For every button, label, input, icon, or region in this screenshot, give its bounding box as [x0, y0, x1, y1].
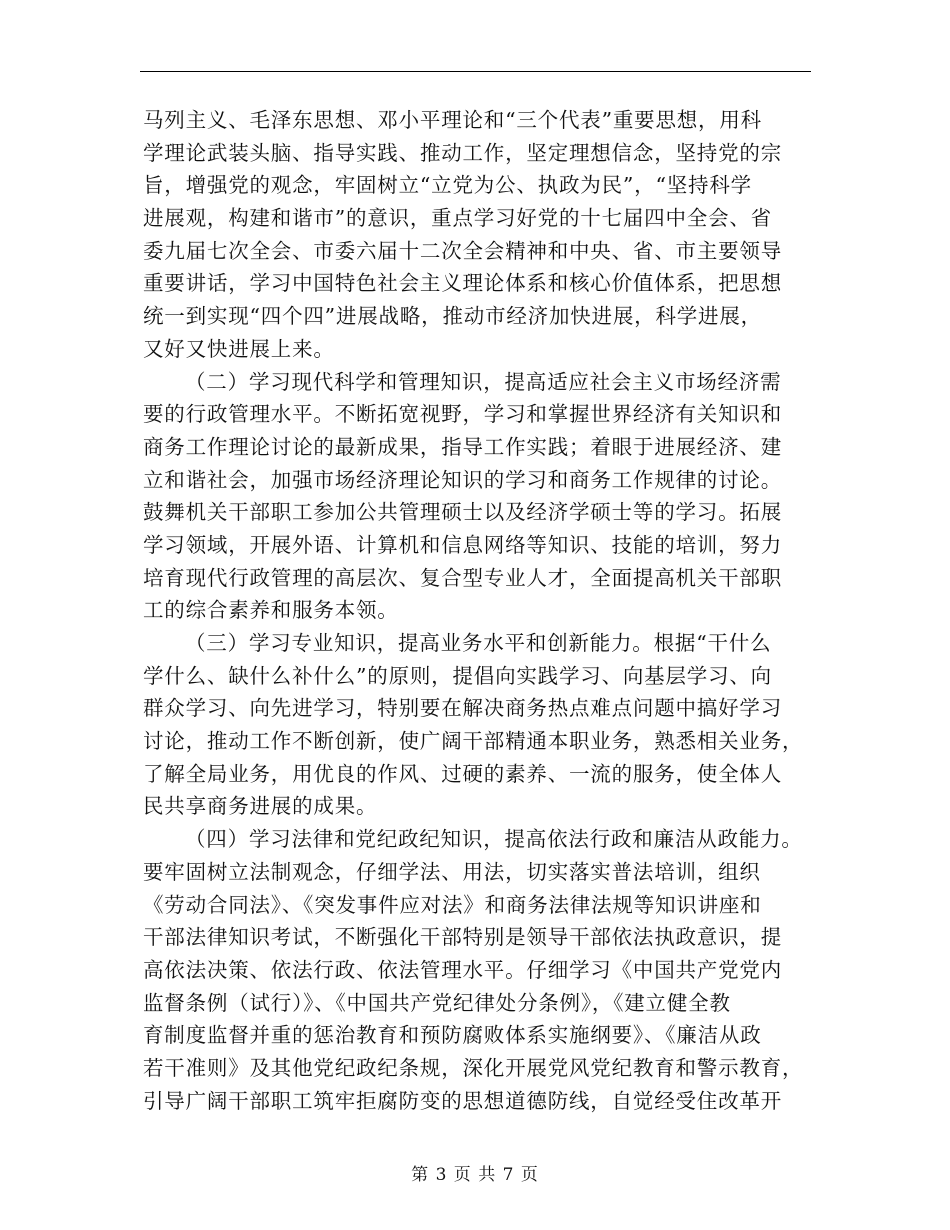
text-line: 学理论武装头脑、指导实践、推动工作，坚定理想信念，坚持党的宗 — [143, 140, 782, 165]
text-line: 旨，增强党的观念，牢固树立“立党为公、执政为民”，“坚持科学 — [143, 173, 752, 198]
text-line: 又好又快进展上来。 — [143, 336, 335, 361]
page-number-footer: 第 3 页 共 7 页 — [411, 1165, 539, 1185]
text-line: 育制度监督并重的惩治教育和预防腐败体系实施纲要》、《廉洁从政 — [143, 1023, 762, 1048]
text-line: 要的行政管理水平。不断拓宽视野，学习和掌握世界经济有关知识和 — [143, 402, 782, 427]
text-line: 立和谐社会，加强市场经济理论知识的学习和商务工作规律的讨论。 — [143, 467, 782, 492]
text-line: 进展观，构建和谐市”的意识，重点学习好党的十七届四中全会、省 — [143, 206, 772, 231]
text-line: 鼓舞机关干部职工参加公共管理硕士以及经济学硕士等的学习。拓展 — [143, 500, 782, 525]
text-line: 高依法决策、依法行政、依法管理水平。仔细学习《中国共产党党内 — [143, 957, 782, 982]
text-line: 干部法律知识考试，不断强化干部特别是领导干部依法执政意识，提 — [143, 925, 782, 950]
header-rule — [140, 71, 811, 72]
text-line: 马列主义、毛泽东思想、邓小平理论和“三个代表”重要思想，用科 — [143, 108, 762, 132]
text-line: 《劳动合同法》、《突发事件应对法》和商务法律法规等知识讲座和 — [143, 892, 762, 917]
text-line: 委九届七次全会、市委六届十二次全会精神和中央、省、市主要领导 — [143, 238, 782, 263]
text-line: 民共享商务进展的成果。 — [143, 794, 378, 819]
paragraph-start-line: （二）学习现代科学和管理知识，提高适应社会主义市场经济需 — [185, 369, 782, 394]
text-line: 要牢固树立法制观念，仔细学法、用法，切实落实普法培训，组织 — [143, 859, 761, 884]
text-line: 引导广阔干部职工筑牢拒腐防变的思想道德防线，自觉经受住改革开 — [143, 1088, 782, 1113]
text-line: 讨论，推动工作不断创新，使广阔干部精通本职业务，熟悉相关业务， — [143, 729, 804, 754]
paragraph-start-line: （三）学习专业知识，提高业务水平和创新能力。根据“干什么 — [185, 631, 772, 655]
text-line: 工的综合素养和服务本领。 — [143, 598, 399, 623]
text-line: 了解全局业务，用优良的作风、过硬的素养、一流的服务，使全体人 — [143, 761, 782, 786]
text-line: 若干准则》及其他党纪政纪条规，深化开展党风党纪教育和警示教育， — [143, 1055, 804, 1080]
text-line: 学习领域，开展外语、计算机和信息网络等知识、技能的培训，努力 — [143, 532, 782, 557]
paragraph-start-line: （四）学习法律和党纪政纪知识，提高依法行政和廉洁从政能力。 — [185, 827, 803, 852]
text-line: 群众学习、向先进学习，特别要在解决商务热点难点问题中搞好学习 — [143, 696, 782, 721]
text-line: 商务工作理论讨论的最新成果，指导工作实践；着眼于进展经济、建 — [143, 434, 782, 459]
text-line: 重要讲话，学习中国特色社会主义理论体系和核心价值体系，把思想 — [143, 271, 782, 296]
text-line: 学什么、缺什么补什么”的原则，提倡向实践学习、向基层学习、向 — [143, 663, 772, 688]
document-body — [143, 104, 823, 1117]
text-line: 监督条例（试行）》、《中国共产党纪律处分条例》，《建立健全教 — [143, 990, 731, 1015]
text-line: 培育现代行政管理的高层次、复合型专业人才，全面提高机关干部职 — [143, 565, 782, 590]
text-line: 统一到实现“四个四”进展战略，推动市经济加快进展，科学进展， — [143, 304, 762, 329]
